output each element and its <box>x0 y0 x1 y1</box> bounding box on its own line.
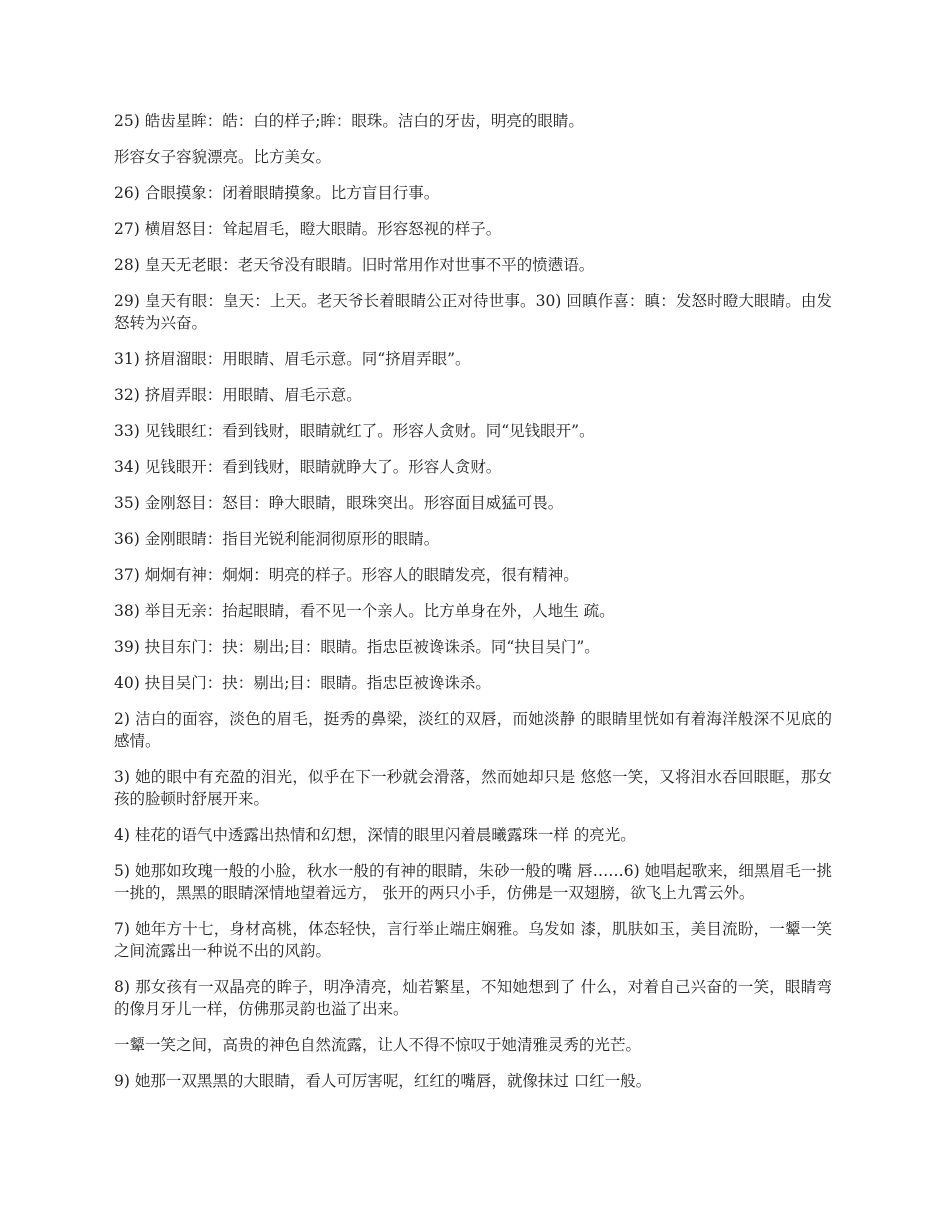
paragraph-idiom-35: 35) 金刚怒目：怒目：睁大眼睛，眼珠突出。形容面目威猛可畏。 <box>114 494 564 512</box>
paragraph-sentence-3: 3) 她的眼中有充盈的泪光，似乎在下一秒就会滑落，然而她却只是 悠悠一笑，又将泪水吞回眼眶，那女孩的脸顿时舒展开来。 <box>114 768 832 808</box>
paragraph-idiom-25-cont: 形容女子容貌漂亮。比方美女。 <box>114 148 332 166</box>
paragraph-idiom-38: 38) 举目无亲：抬起眼睛，看不见一个亲人。比方单身在外，人地生 疏。 <box>114 602 615 620</box>
paragraph-idiom-28: 28) 皇天无老眼：老天爷没有眼睛。旧时常用作对世事不平的愤懑语。 <box>114 256 595 274</box>
paragraph-idiom-32: 32) 挤眉弄眼：用眼睛、眉毛示意。 <box>114 386 362 404</box>
paragraph-sentence-4: 4) 桂花的语气中透露出热情和幻想，深情的眼里闪着晨曦露珠一样 的亮光。 <box>114 826 636 844</box>
paragraph-idiom-33: 33) 见钱眼红：看到钱财，眼睛就红了。形容人贪财。同“见钱眼开”。 <box>114 422 595 440</box>
paragraph-sentence-5-6: 5) 她那如玫瑰一般的小脸，秋水一般的有神的眼睛，朱砂一般的嘴 唇……6) 她唱起歌来，细黑眉毛一挑一挑的，黑黑的眼睛深情地望着远方， 张开的两只小手，仿佛是一双翅膀，欲飞上九霄云外。 <box>114 862 832 902</box>
paragraph-idiom-29-30: 29) 皇天有眼：皇天：上天。老天爷长着眼睛公正对待世事。30) 回瞋作喜：瞋：发怒时瞪大眼睛。由发怒转为兴奋。 <box>114 292 832 332</box>
paragraph-sentence-8-cont: 一颦一笑之间，高贵的神色自然流露，让人不得不惊叹于她清雅灵秀的光芒。 <box>114 1036 642 1054</box>
document-page <box>114 110 832 1106</box>
paragraph-idiom-39: 39) 抉目东门：抉：剔出;目：眼睛。指忠臣被谗诛杀。同“抉目吴门”。 <box>114 638 600 656</box>
paragraph-sentence-2: 2) 洁白的面容，淡色的眉毛，挺秀的鼻梁，淡红的双唇，而她淡静 的眼睛里恍如有着海洋般深不见底的感情。 <box>114 710 832 750</box>
paragraph-idiom-25: 25) 皓齿星眸：皓：白的样子;眸：眼珠。洁白的牙齿，明亮的眼睛。 <box>114 112 584 130</box>
paragraph-sentence-8: 8) 那女孩有一双晶亮的眸子，明净清亮，灿若繁星，不知她想到了 什么，对着自己兴奋的一笑，眼睛弯的像月牙儿一样，仿佛那灵韵也溢了出来。 <box>114 978 832 1018</box>
paragraph-idiom-36: 36) 金刚眼睛：指目光锐利能洞彻原形的眼睛。 <box>114 530 440 548</box>
paragraph-idiom-34: 34) 见钱眼开：看到钱财，眼睛就睁大了。形容人贪财。 <box>114 458 502 476</box>
paragraph-idiom-26: 26) 合眼摸象：闭着眼睛摸象。比方盲目行事。 <box>114 184 440 202</box>
paragraph-sentence-7: 7) 她年方十七，身材高桃，体态轻快，言行举止端庄娴雅。乌发如 漆，肌肤如玉，美目流盼，一颦一笑之间流露出一种说不出的风韵。 <box>114 920 832 960</box>
paragraph-idiom-31: 31) 挤眉溜眼：用眼睛、眉毛示意。同“挤眉弄眼”。 <box>114 350 471 368</box>
paragraph-idiom-37: 37) 炯炯有神：炯炯：明亮的样子。形容人的眼睛发亮，很有精神。 <box>114 566 579 584</box>
paragraph-sentence-9: 9) 她那一双黑黑的大眼睛，看人可厉害呢，红红的嘴唇，就像抹过 口红一般。 <box>114 1072 652 1090</box>
paragraph-idiom-40: 40) 抉目吴门：抉：剔出;目：眼睛。指忠臣被谗诛杀。 <box>114 674 491 692</box>
paragraph-idiom-27: 27) 横眉怒目：耸起眉毛，瞪大眼睛。形容怒视的样子。 <box>114 220 502 238</box>
